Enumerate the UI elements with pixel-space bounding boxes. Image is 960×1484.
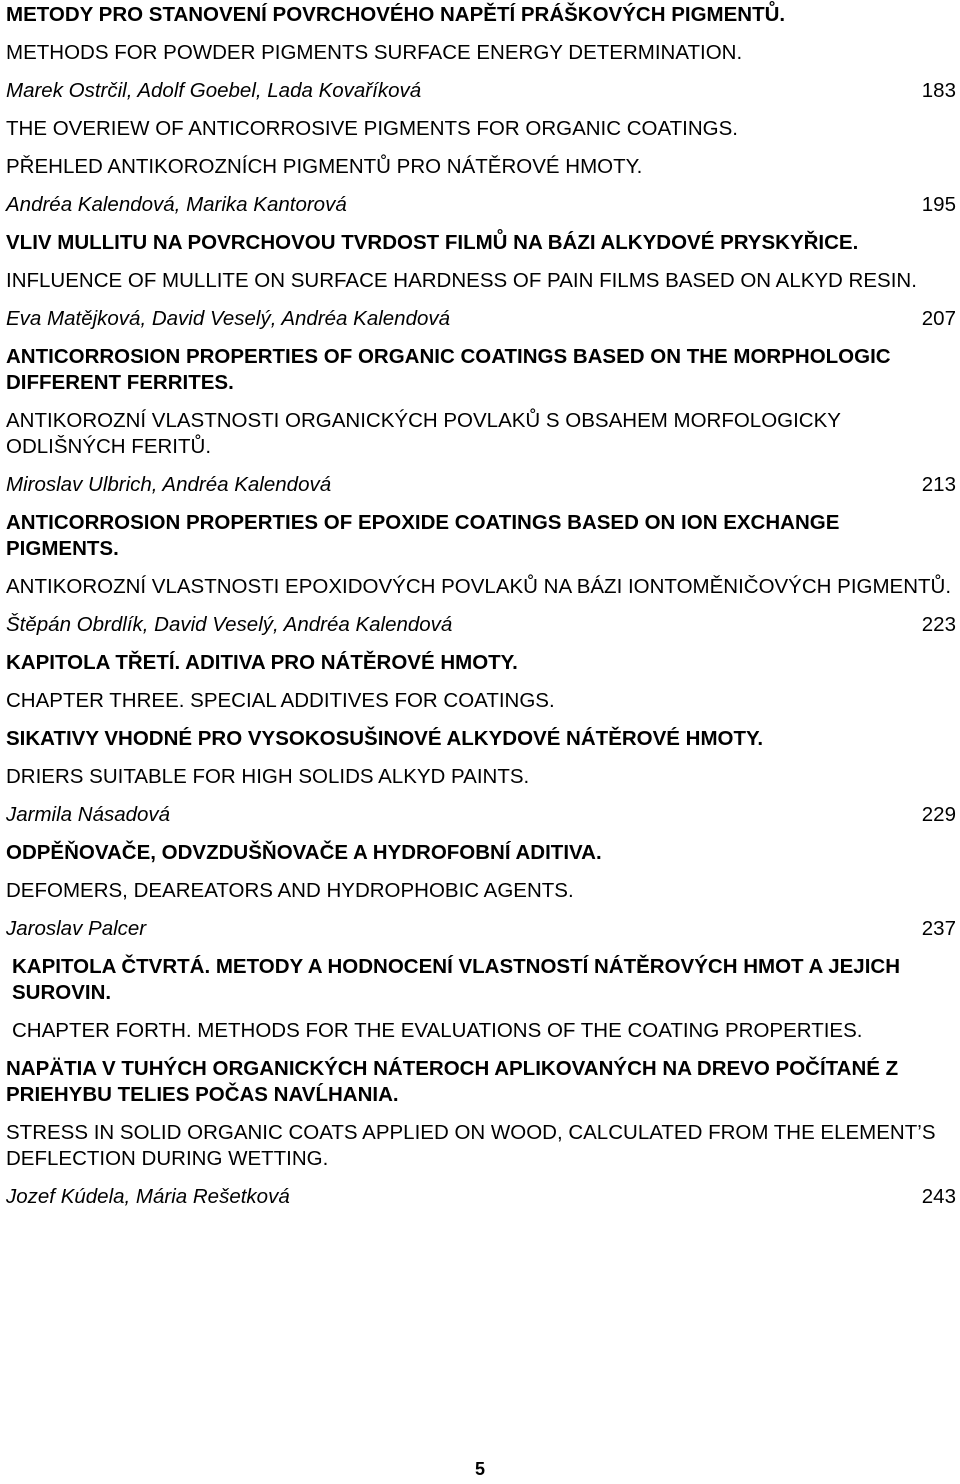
toc-author-line [6,78,956,104]
toc-translated-title: ANTIKOROZNÍ VLASTNOSTI EPOXIDOVÝCH POVLAKŮ NA BÁZI IONTOMĚNIČOVÝCH PIGMENTŮ. [6,575,952,598]
toc-translated-title: CHAPTER FORTH. METHODS FOR THE EVALUATIONS OF THE COATING PROPERTIES. [12,1019,863,1042]
toc-author-line [6,916,956,942]
toc-title: METODY PRO STANOVENÍ POVRCHOVÉHO NAPĚTÍ PRÁŠKOVÝCH PIGMENTŮ. [6,3,786,26]
toc-translated-title: STRESS IN SOLID ORGANIC COATS APPLIED ON WOOD, CALCULATED FROM THE ELEMENT’S DEFLECTION DURING WETTING. [6,1121,936,1170]
toc-authors: Jozef Kúdela, Mária Rešetková [6,1185,290,1208]
toc-translated-title: INFLUENCE OF MULLITE ON SURFACE HARDNESS OF PAIN FILMS BASED ON ALKYD RESIN. [6,269,917,292]
toc-translated-title: DEFOMERS, DEAREATORS AND HYDROPHOBIC AGENTS. [6,879,574,902]
toc-title: NAPÄTIA V TUHÝCH ORGANICKÝCH NÁTEROCH APLIKOVANÝCH NA DREVO POČÍTANÉ Z PRIEHYBU TELIES POČAS NAVĹHANIA. [6,1057,899,1106]
toc-authors: Jarmila Násadová [6,803,171,826]
toc-page-ref: 195 [921,193,956,216]
toc-title: ANTICORROSION PROPERTIES OF ORGANIC COATINGS BASED ON THE MORPHOLOGIC DIFFERENT FERRITES. [6,345,891,394]
toc-translated-title: DRIERS SUITABLE FOR HIGH SOLIDS ALKYD PAINTS. [6,765,530,788]
toc-page-ref: 207 [921,307,956,330]
toc-translated-title: CHAPTER THREE. SPECIAL ADDITIVES FOR COATINGS. [6,689,555,712]
toc-title: ANTICORROSION PROPERTIES OF EPOXIDE COATINGS BASED ON ION EXCHANGE PIGMENTS. [6,511,840,560]
page-number: 5 [474,1459,485,1479]
toc-author-line [6,192,956,218]
toc-author-line [6,1184,956,1210]
toc-authors: Štěpán Obrdlík, David Veselý, Andréa Kalendová [6,613,453,636]
toc-title: VLIV MULLITU NA POVRCHOVOU TVRDOST FILMŮ NA BÁZI ALKYDOVÉ PRYSKYŘICE. [6,231,859,254]
toc-title: KAPITOLA TŘETÍ. ADITIVA PRO NÁTĚROVÉ HMOTY. [6,651,518,674]
toc-page-ref: 223 [921,613,956,636]
toc-title: ODPĚŇOVAČE, ODVZDUŠŇOVAČE A HYDROFOBNÍ ADITIVA. [6,841,602,864]
toc-page-ref: 183 [921,79,956,102]
toc-authors: Jaroslav Palcer [6,917,147,940]
toc-translated-title: ANTIKOROZNÍ VLASTNOSTI ORGANICKÝCH POVLAKŮ S OBSAHEM MORFOLOGICKY ODLIŠNÝCH FERITŮ. [6,409,841,458]
toc-translated-title: METHODS FOR POWDER PIGMENTS SURFACE ENERGY DETERMINATION. [6,41,743,64]
table-of-contents [6,2,956,1222]
toc-title: KAPITOLA ČTVRTÁ. METODY A HODNOCENÍ VLASTNOSTÍ NÁTĚROVÝCH HMOT A JEJICH SUROVIN. [12,955,901,1004]
toc-page-ref: 243 [921,1185,956,1208]
toc-title: SIKATIVY VHODNÉ PRO VYSOKOSUŠINOVÉ ALKYDOVÉ NÁTĚROVÉ HMOTY. [6,727,764,750]
toc-title: THE OVERIEW OF ANTICORROSIVE PIGMENTS FOR ORGANIC COATINGS. [6,117,738,140]
toc-author-line [6,306,956,332]
toc-author-line [6,802,956,828]
toc-author-line [6,612,956,638]
toc-translated-title: PŘEHLED ANTIKOROZNÍCH PIGMENTŮ PRO NÁTĚROVÉ HMOTY. [6,155,643,178]
toc-author-line [6,472,956,498]
toc-page-ref: 237 [921,917,956,940]
toc-authors: Eva Matějková, David Veselý, Andréa Kalendová [6,307,451,330]
toc-authors: Andréa Kalendová, Marika Kantorová [6,193,347,216]
toc-authors: Miroslav Ulbrich, Andréa Kalendová [6,473,332,496]
toc-page-ref: 229 [921,803,956,826]
toc-authors: Marek Ostrčil, Adolf Goebel, Lada Kovaříková [6,79,422,102]
toc-page-ref: 213 [921,473,956,496]
